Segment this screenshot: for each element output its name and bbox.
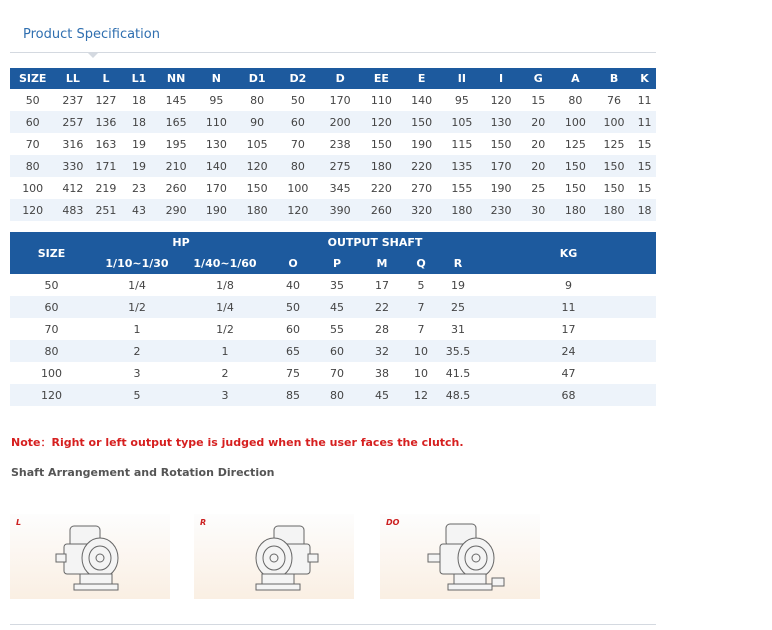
- table-cell: 483: [55, 199, 90, 221]
- arrangement-label: R: [200, 518, 207, 527]
- table-cell: 1/2: [216, 322, 234, 336]
- table-row: [10, 318, 656, 340]
- table-cell: 70: [290, 137, 305, 151]
- table-cell: 60: [317, 340, 357, 362]
- table-cell: 150: [595, 155, 633, 177]
- table-cell: 105: [246, 137, 268, 151]
- table-cell: 32: [357, 340, 407, 362]
- gear-motor-do-icon: [420, 518, 510, 596]
- output-header-row-1: [10, 232, 656, 253]
- table-cell: 290: [157, 199, 196, 221]
- table-cell: 75: [286, 366, 300, 380]
- table-cell: 12: [407, 384, 435, 406]
- table-cell: 180: [556, 199, 595, 221]
- table-cell: 275: [318, 155, 361, 177]
- table-cell: 18: [131, 93, 146, 107]
- table-cell: 135: [442, 155, 481, 177]
- table-cell: 17: [561, 322, 576, 336]
- table-cell: 70: [330, 366, 344, 380]
- table-cell: 145: [165, 93, 187, 107]
- dimension-col-header: D: [318, 68, 361, 89]
- table-cell: 50: [290, 93, 305, 107]
- dimension-col-header: B: [595, 68, 633, 89]
- table-cell: 100: [595, 111, 633, 133]
- table-cell: 150: [401, 111, 442, 133]
- table-cell: 1/4: [128, 278, 146, 292]
- table-cell: 7: [407, 296, 435, 318]
- table-cell: 85: [269, 384, 317, 406]
- table-cell: 2: [93, 340, 181, 362]
- table-cell: 10: [407, 340, 435, 362]
- q-header: Q: [407, 253, 435, 274]
- table-cell: 45: [317, 296, 357, 318]
- table-cell: 127: [95, 93, 117, 107]
- table-cell: 10: [414, 366, 428, 380]
- table-cell: 80: [317, 384, 357, 406]
- table-cell: 125: [603, 137, 625, 151]
- table-cell: 5: [93, 384, 181, 406]
- dimension-col-header: SIZE: [10, 68, 55, 89]
- table-cell: 18: [633, 199, 656, 221]
- arrangement-label: L: [16, 518, 22, 527]
- table-cell: 80: [277, 155, 318, 177]
- table-cell: 2: [221, 366, 229, 380]
- dimension-col-header: L: [90, 68, 121, 89]
- table-cell: 47: [561, 366, 576, 380]
- table-cell: 76: [607, 93, 622, 107]
- table-cell: 195: [165, 137, 187, 151]
- table-cell: 180: [237, 199, 277, 221]
- table-cell: 22: [357, 296, 407, 318]
- table-cell: 24: [481, 340, 656, 362]
- table-cell: 200: [318, 111, 361, 133]
- table-cell: 68: [481, 384, 656, 406]
- dimension-col-header: D1: [237, 68, 277, 89]
- size-header: SIZE: [10, 232, 93, 274]
- table-cell: 190: [490, 181, 512, 195]
- table-row: [10, 111, 656, 133]
- table-cell: 70: [25, 137, 40, 151]
- table-cell: 140: [196, 155, 237, 177]
- table-cell: 18: [121, 111, 156, 133]
- table-row: [10, 384, 656, 406]
- dimension-col-header: A: [556, 68, 595, 89]
- table-cell: 7: [417, 322, 425, 336]
- gear-motor-r-icon: [234, 518, 324, 596]
- dimension-col-header: N: [196, 68, 237, 89]
- table-cell: 48.5: [435, 384, 481, 406]
- table-cell: 180: [595, 199, 633, 221]
- dimension-col-header: I: [481, 68, 520, 89]
- table-cell: 210: [157, 155, 196, 177]
- dimension-col-header: NN: [157, 68, 196, 89]
- arrangement-panel-do: [380, 514, 540, 599]
- table-cell: 270: [411, 181, 433, 195]
- dimension-table: [10, 68, 656, 221]
- hp-header: HP: [93, 232, 269, 253]
- table-cell: 412: [62, 181, 84, 195]
- table-cell: 28: [375, 322, 389, 336]
- table-cell: 55: [330, 322, 344, 336]
- table-cell: 15: [637, 137, 652, 151]
- o-header: O: [269, 253, 317, 274]
- table-cell: 80: [10, 155, 55, 177]
- table-cell: 219: [95, 181, 117, 195]
- table-cell: 120: [490, 93, 512, 107]
- table-cell: 70: [44, 322, 59, 336]
- table-cell: 17: [375, 278, 389, 292]
- table-cell: 120: [10, 384, 93, 406]
- table-cell: 20: [521, 111, 556, 133]
- table-cell: 150: [490, 137, 512, 151]
- table-cell: 110: [370, 93, 392, 107]
- dimension-col-header: EE: [362, 68, 401, 89]
- table-cell: 25: [435, 296, 481, 318]
- table-cell: 316: [62, 137, 84, 151]
- table-cell: 120: [277, 199, 318, 221]
- table-cell: 150: [564, 181, 586, 195]
- dimension-col-header: LL: [55, 68, 90, 89]
- table-cell: 140: [411, 93, 433, 107]
- table-cell: 25: [531, 181, 546, 195]
- bottom-divider: [10, 624, 656, 625]
- table-row: [10, 296, 656, 318]
- table-cell: 150: [370, 137, 392, 151]
- table-cell: 220: [370, 181, 392, 195]
- table-cell: 35.5: [435, 340, 481, 362]
- table-cell: 15: [531, 93, 546, 107]
- table-row: [10, 362, 656, 384]
- table-cell: 15: [637, 181, 652, 195]
- table-row: [10, 155, 656, 177]
- table-cell: 95: [209, 93, 224, 107]
- table-row: [10, 89, 656, 111]
- table-cell: 60: [277, 111, 318, 133]
- hp-ratio-low-header: 1/10~1/30: [93, 253, 181, 274]
- table-cell: 50: [269, 296, 317, 318]
- dimension-col-header: D2: [277, 68, 318, 89]
- table-cell: 5: [417, 278, 425, 292]
- table-cell: 100: [556, 111, 595, 133]
- table-cell: 100: [41, 366, 62, 380]
- table-cell: 19: [451, 278, 465, 292]
- m-header: M: [357, 253, 407, 274]
- table-cell: 100: [22, 181, 44, 195]
- table-cell: 95: [454, 93, 469, 107]
- table-cell: 120: [10, 199, 55, 221]
- p-header: P: [317, 253, 357, 274]
- table-cell: 390: [318, 199, 361, 221]
- table-cell: 9: [565, 278, 573, 292]
- title-divider: [10, 52, 656, 53]
- table-cell: 60: [286, 322, 300, 336]
- dimension-col-header: II: [442, 68, 481, 89]
- table-cell: 80: [568, 93, 583, 107]
- table-cell: 180: [362, 155, 401, 177]
- table-cell: 170: [329, 93, 351, 107]
- table-cell: 120: [362, 111, 401, 133]
- table-row: [10, 133, 656, 155]
- table-cell: 345: [329, 181, 351, 195]
- arrangement-panel-r: [194, 514, 354, 599]
- table-cell: 260: [165, 181, 187, 195]
- table-cell: 220: [401, 155, 442, 177]
- table-cell: 1/8: [216, 278, 234, 292]
- table-cell: 1: [181, 340, 269, 362]
- table-cell: 35: [330, 278, 344, 292]
- dimension-col-header: K: [633, 68, 656, 89]
- table-cell: 238: [329, 137, 351, 151]
- table-cell: 130: [481, 111, 520, 133]
- table-cell: 11: [481, 296, 656, 318]
- table-cell: 130: [205, 137, 227, 151]
- table-cell: 1/4: [181, 296, 269, 318]
- table-cell: 320: [401, 199, 442, 221]
- table-cell: 38: [375, 366, 389, 380]
- table-cell: 80: [10, 340, 93, 362]
- dimension-col-header: L1: [121, 68, 156, 89]
- table-cell: 50: [44, 278, 59, 292]
- title-divider-notch: [88, 53, 98, 58]
- kg-header: KG: [481, 232, 656, 274]
- arrangement-panel-l: [10, 514, 170, 599]
- output-shaft-header: OUTPUT SHAFT: [269, 232, 481, 253]
- table-cell: 155: [451, 181, 473, 195]
- table-cell: 19: [131, 137, 146, 151]
- table-cell: 45: [357, 384, 407, 406]
- table-cell: 23: [131, 181, 146, 195]
- table-cell: 257: [55, 111, 90, 133]
- arrangement-label: DO: [386, 518, 400, 527]
- table-cell: 11: [637, 93, 652, 107]
- table-cell: 190: [196, 199, 237, 221]
- r-header: R: [435, 253, 481, 274]
- output-shaft-table: [10, 232, 656, 406]
- page-title: Product Specification: [23, 27, 160, 42]
- table-cell: 60: [10, 111, 55, 133]
- table-cell: 3: [133, 366, 141, 380]
- table-cell: 100: [287, 181, 309, 195]
- table-cell: 330: [55, 155, 90, 177]
- table-cell: 1/2: [93, 296, 181, 318]
- table-cell: 125: [564, 137, 586, 151]
- dimension-col-header: G: [521, 68, 556, 89]
- table-cell: 80: [250, 93, 265, 107]
- table-cell: 170: [481, 155, 520, 177]
- table-cell: 60: [10, 296, 93, 318]
- table-cell: 90: [237, 111, 277, 133]
- table-cell: 50: [25, 93, 40, 107]
- table-cell: 31: [451, 322, 465, 336]
- table-cell: 260: [362, 199, 401, 221]
- arrangement-heading: Shaft Arrangement and Rotation Direction: [11, 466, 275, 479]
- table-cell: 163: [95, 137, 117, 151]
- note-text: Note：Right or left output type is judged when the user faces the clutch.: [11, 436, 464, 449]
- table-cell: 251: [90, 199, 121, 221]
- table-cell: 43: [121, 199, 156, 221]
- dimension-header-row: [10, 68, 656, 89]
- table-cell: 171: [90, 155, 121, 177]
- table-row: [10, 177, 656, 199]
- table-cell: 20: [521, 155, 556, 177]
- table-cell: 15: [633, 155, 656, 177]
- table-row: [10, 199, 656, 221]
- table-cell: 41.5: [445, 366, 471, 380]
- table-cell: 20: [531, 137, 546, 151]
- hp-ratio-high-header: 1/40~1/60: [181, 253, 269, 274]
- table-cell: 180: [442, 199, 481, 221]
- table-cell: 237: [62, 93, 84, 107]
- table-cell: 150: [556, 155, 595, 177]
- table-cell: 165: [157, 111, 196, 133]
- table-cell: 11: [633, 111, 656, 133]
- table-cell: 110: [196, 111, 237, 133]
- table-cell: 150: [603, 181, 625, 195]
- table-cell: 1: [133, 322, 141, 336]
- dimension-col-header: E: [401, 68, 442, 89]
- table-cell: 19: [121, 155, 156, 177]
- table-cell: 30: [521, 199, 556, 221]
- table-row: [10, 274, 656, 296]
- table-row: [10, 340, 656, 362]
- table-cell: 105: [442, 111, 481, 133]
- table-cell: 170: [205, 181, 227, 195]
- table-cell: 3: [181, 384, 269, 406]
- table-cell: 230: [481, 199, 520, 221]
- table-cell: 136: [90, 111, 121, 133]
- table-cell: 190: [411, 137, 433, 151]
- table-cell: 115: [451, 137, 473, 151]
- table-cell: 65: [269, 340, 317, 362]
- gear-motor-l-icon: [50, 518, 140, 596]
- table-cell: 120: [237, 155, 277, 177]
- table-cell: 40: [286, 278, 300, 292]
- table-cell: 150: [246, 181, 268, 195]
